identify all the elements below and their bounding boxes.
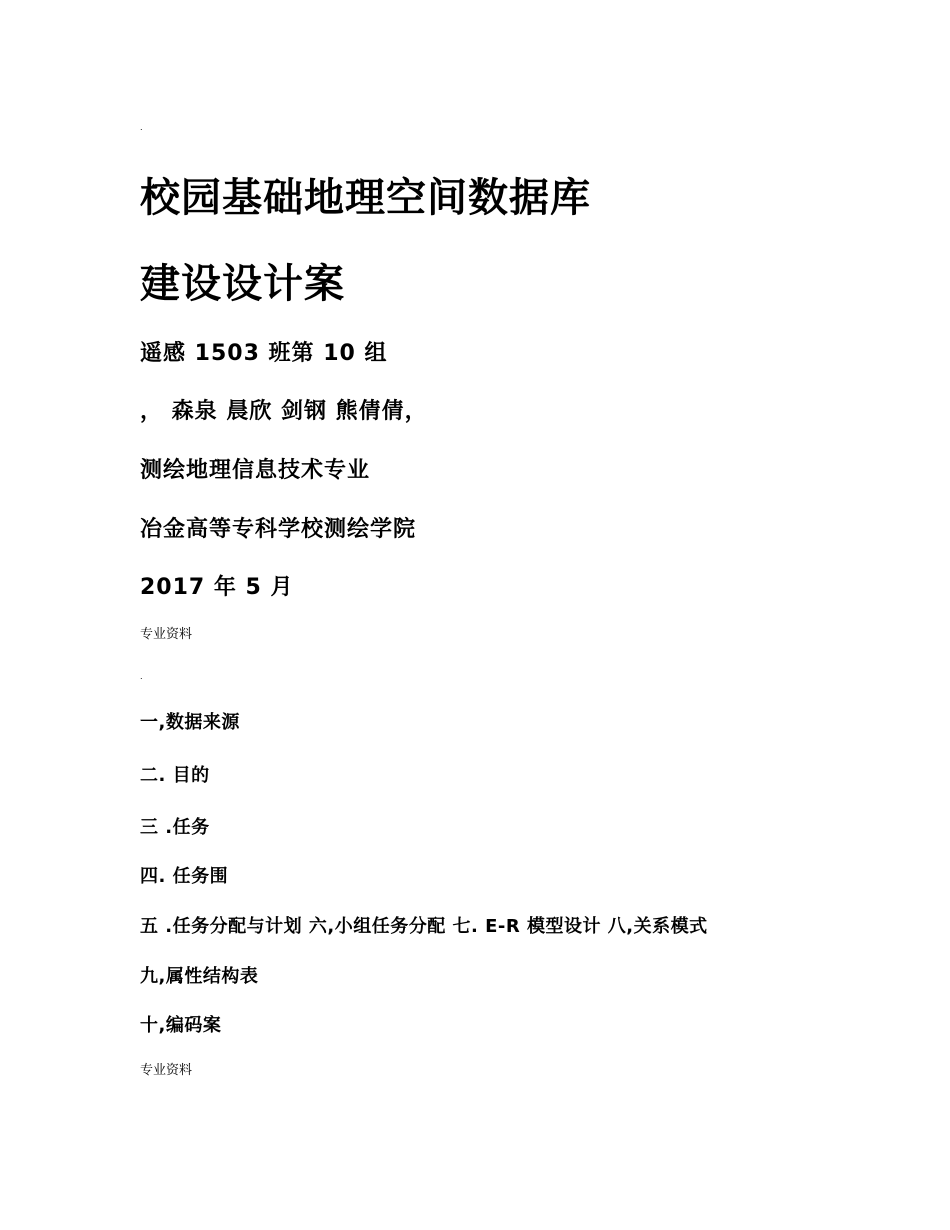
page-footer: 专业资料 xyxy=(140,1063,193,1078)
class-group: 遥感 1503 班第 10 组 xyxy=(140,341,388,366)
document-date: 2017 年 5 月 xyxy=(140,575,294,600)
page-marker: . xyxy=(140,672,143,681)
page-footer: 专业资料 xyxy=(140,627,193,642)
toc-item-6: 九,属性结构表 xyxy=(140,966,259,987)
toc-item-2: 二. 目的 xyxy=(140,765,210,786)
toc-item-5: 五 .任务分配与计划 六,小组任务分配 七. E-R 模型设计 八,关系模式 xyxy=(140,916,708,937)
page-marker: . xyxy=(140,123,143,132)
toc-item-3: 三 .任务 xyxy=(140,817,210,838)
group-members: ， 森泉 晨欣 剑钢 熊倩倩， xyxy=(140,399,428,424)
toc-item-1: 一,数据来源 xyxy=(140,712,240,733)
toc-item-4: 四. 任务围 xyxy=(140,866,229,887)
document-title-line-2: 建设设计案 xyxy=(140,261,345,307)
school-name: 冶金高等专科学校测绘学院 xyxy=(140,517,417,542)
document-title-line-1: 校园基础地理空间数据库 xyxy=(140,175,591,221)
major-name: 测绘地理信息技术专业 xyxy=(140,458,371,483)
toc-item-7: 十,编码案 xyxy=(140,1015,222,1036)
